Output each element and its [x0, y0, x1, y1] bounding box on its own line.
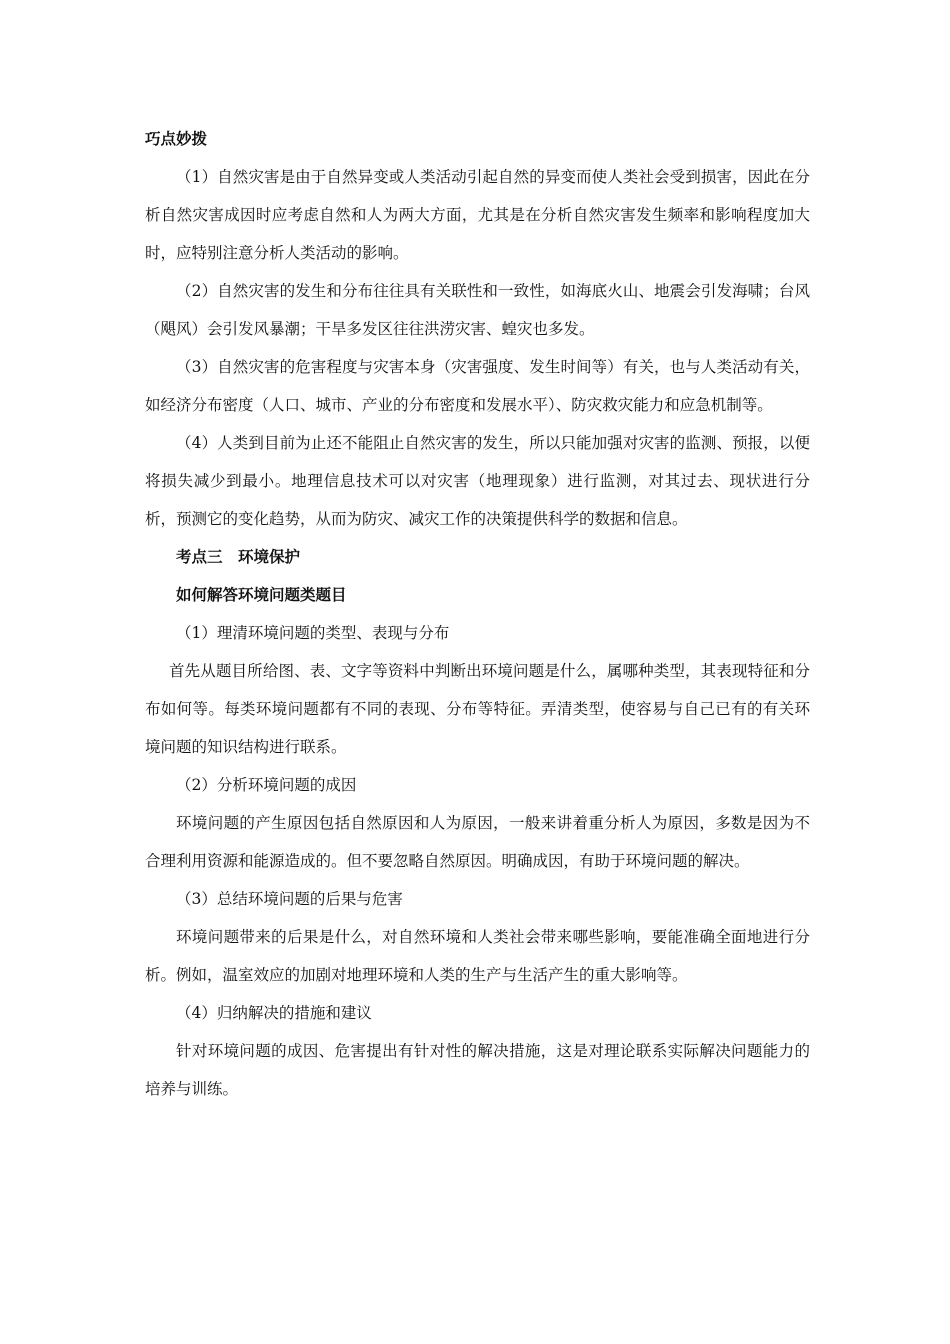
step-2-body: 环境问题的产生原因包括自然原因和人为原因，一般来讲着重分析人为原因，多数是因为不合理利用资源和能源造成的。但不要忽略自然原因。明确成因，有助于环境问题的解决。 [145, 814, 810, 870]
step-4-title: （4）归纳解决的措施和建议 [176, 1004, 372, 1022]
step-4-body: 针对环境问题的成因、危害提出有针对性的解决措施，这是对理论联系实际解决问题能力的培养与训练。 [145, 1042, 810, 1098]
step-1-body: 首先从题目所给图、表、文字等资料中判断出环境问题是什么，属哪种类型，其表现特征和分布如何等。每类环境问题都有不同的表现、分布等特征。弄清类型，使容易与自己已有的有关环境问题的知识结构进行联系。 [145, 662, 810, 756]
step-3-body: 环境问题带来的后果是什么，对自然环境和人类社会带来哪些影响，要能准确全面地进行分析。例如，温室效应的加剧对地理环境和人类的生产与生活产生的重大影响等。 [145, 928, 810, 984]
section-title-kaodian3: 考点三 环境保护 [176, 547, 301, 566]
step-2-title: （2）分析环境问题的成因 [176, 776, 357, 794]
paragraph-3: （3）自然灾害的危害程度与灾害本身（灾害强度、发生时间等）有关，也与人类活动有关，如经济分布密度（人口、城市、产业的分布密度和发展水平）、防灾救灾能力和应急机制等。 [145, 358, 810, 414]
section-subtitle: 如何解答环境问题类题目 [176, 585, 347, 604]
step-3-title: （3）总结环境问题的后果与危害 [176, 890, 403, 908]
document-page [145, 120, 810, 1108]
step-1-title: （1）理清环境问题的类型、表现与分布 [176, 624, 450, 642]
paragraph-4: （4）人类到目前为止还不能阻止自然灾害的发生，所以只能加强对灾害的监测、预报，以便将损失减少到最小。地理信息技术可以对灾害（地理现象）进行监测，对其过去、现状进行分析，预测它的变化趋势，从而为防灾、减灾工作的决策提供科学的数据和信息。 [145, 434, 810, 528]
paragraph-1: （1）自然灾害是由于自然异变或人类活动引起自然的异变而使人类社会受到损害，因此在分析自然灾害成因时应考虑自然和人为两大方面，尤其是在分析自然灾害发生频率和影响程度加大时，应特别注意分析人类活动的影响。 [145, 168, 810, 262]
paragraph-2: （2）自然灾害的发生和分布往往具有关联性和一致性，如海底火山、地震会引发海啸；台风（飓风）会引发风暴潮；干旱多发区往往洪涝灾害、蝗灾也多发。 [145, 282, 810, 338]
section-title-qiaodian: 巧点妙拨 [145, 129, 208, 148]
